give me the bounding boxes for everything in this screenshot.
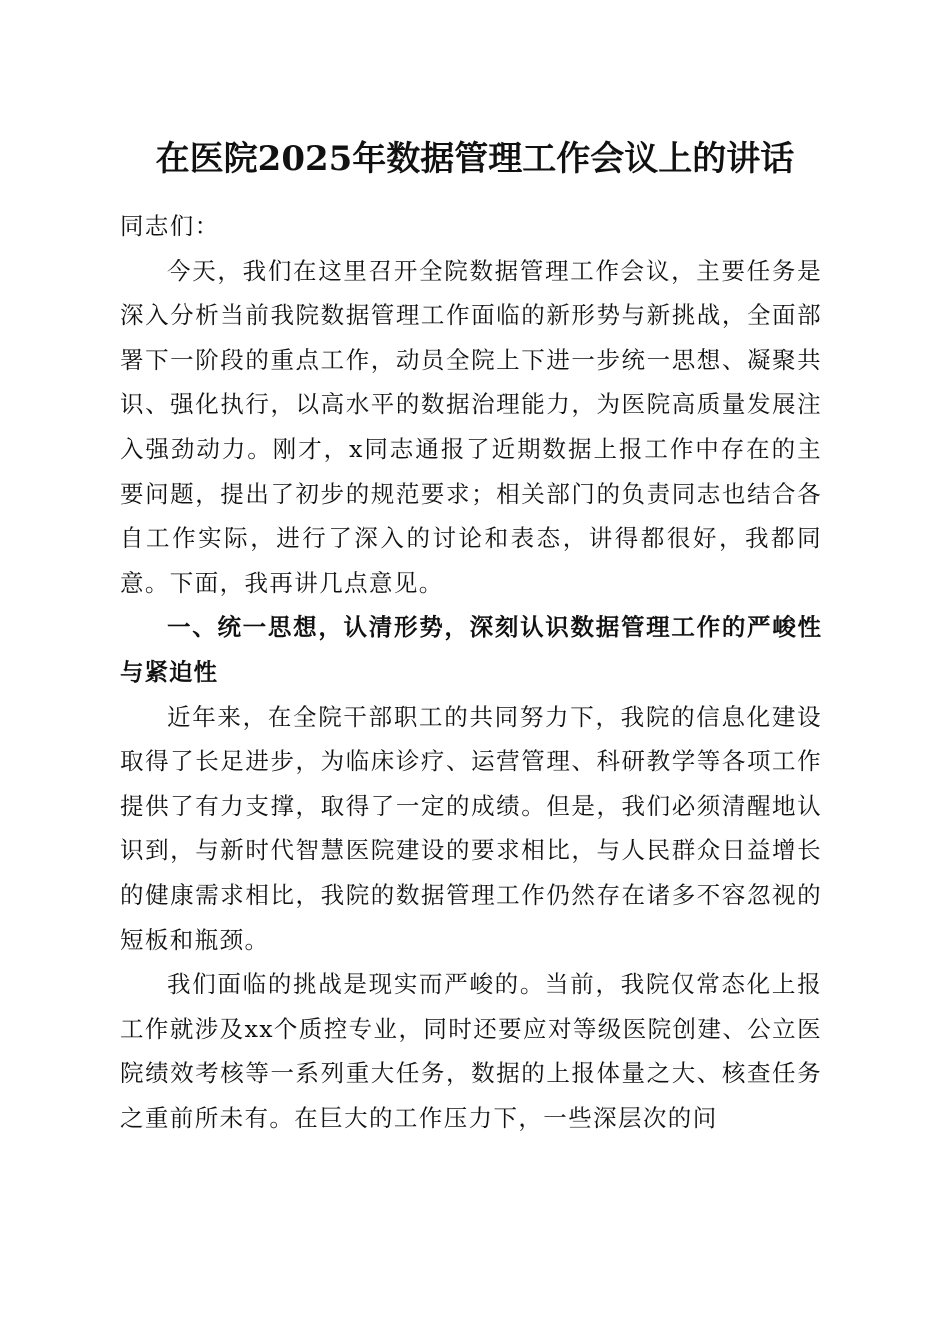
paragraph-section1-1: 近年来，在全院干部职工的共同努力下，我院的信息化建设取得了长足进步，为临床诊疗、运营管理、科研教学等各项工作提供了有力支撑，取得了一定的成绩。但是，我们必须清醒地认识到，与新时代智慧医院建设的要求相比，与人民群众日益增长的健康需求相比，我院的数据管理工作仍然存在诸多不容忽视的短板和瓶颈。 (120, 702, 822, 954)
document-body (120, 204, 822, 1140)
salutation: 同志们： (120, 212, 220, 240)
document-title: 在医院2025年数据管理工作会议上的讲话 (155, 139, 795, 179)
paragraph-opening: 今天，我们在这里召开全院数据管理工作会议，主要任务是深入分析当前我院数据管理工作面临的新形势与新挑战，全面部署下一阶段的重点工作，动员全院上下进一步统一思想、凝聚共识、强化执行，以高水平的数据治理能力，为医院高质量发展注入强劲动力。刚才，x同志通报了近期数据上报工作中存在的主要问题，提出了初步的规范要求；相关部门的负责同志也结合各自工作实际，进行了深入的讨论和表态，讲得都很好，我都同意。下面，我再讲几点意见。 (120, 256, 822, 597)
paragraph-section1-2: 我们面临的挑战是现实而严峻的。当前，我院仅常态化上报工作就涉及xx个质控专业，同时还要应对等级医院创建、公立医院绩效考核等一系列重大任务，数据的上报体量之大、核查任务之重前所未有。在巨大的工作压力下，一些深层次的问 (120, 970, 822, 1132)
section-heading-1: 一、统一思想，认清形势，深刻认识数据管理工作的严峻性与紧迫性 (120, 613, 822, 686)
